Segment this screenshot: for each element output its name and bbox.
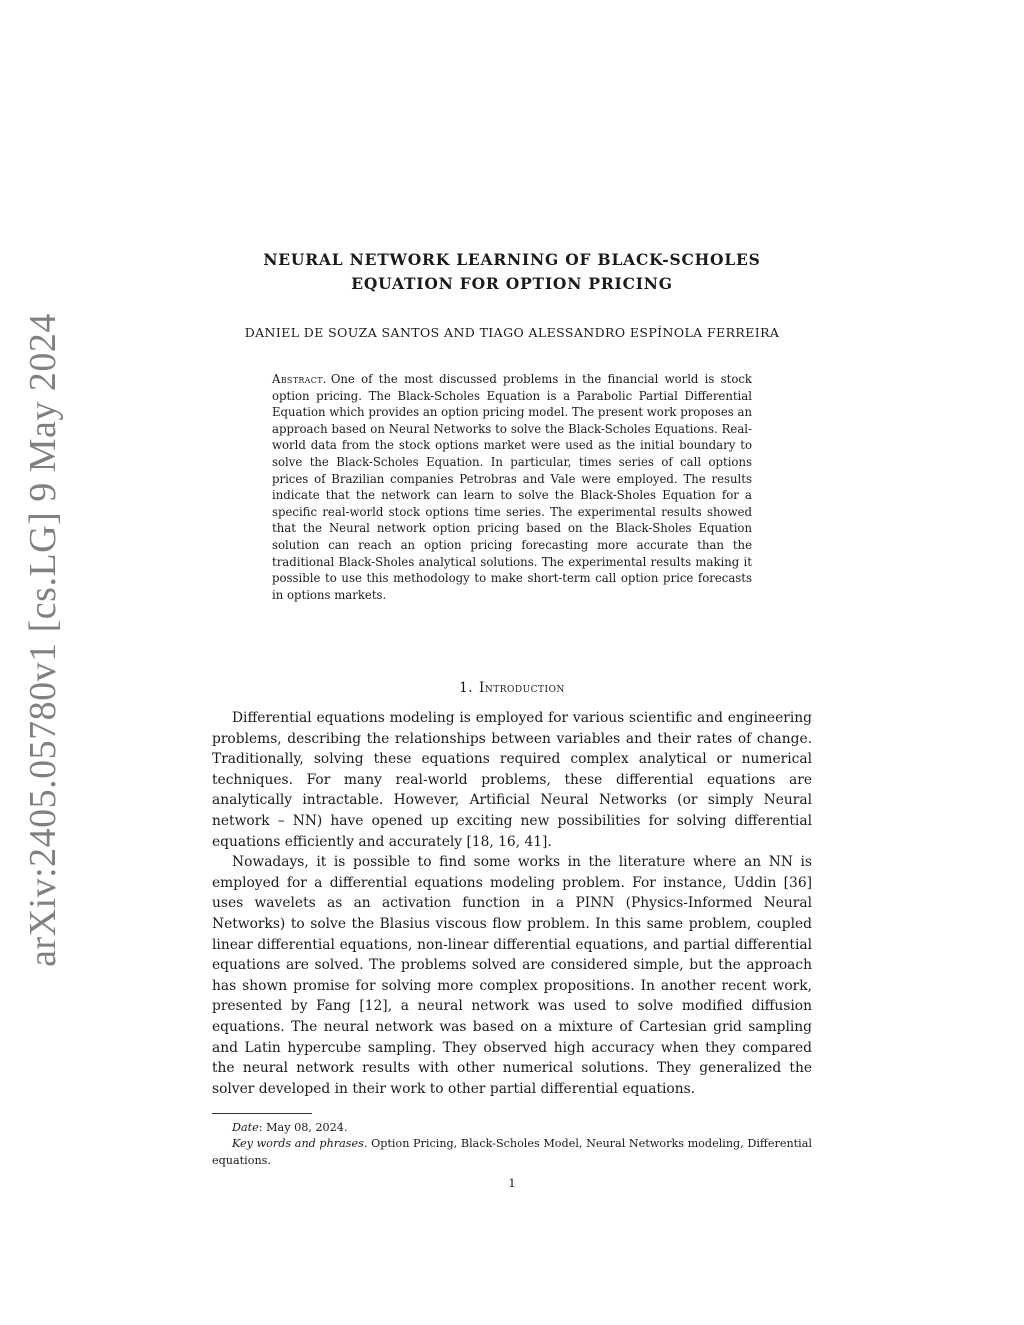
footnote-rule: [212, 1113, 312, 1114]
paper-authors: DANIEL DE SOUZA SANTOS AND TIAGO ALESSANDRO ESPÍNOLA FERREIRA: [244, 325, 780, 340]
abstract-label: Abstract.: [272, 372, 327, 386]
body-text: [212, 708, 812, 1099]
date-value: : May 08, 2024.: [258, 1121, 348, 1134]
title-line-2: EQUATION FOR OPTION PRICING: [351, 274, 673, 293]
section-name: Introduction: [479, 680, 565, 696]
paragraph: Differential equations modeling is employed for various scientific and engineering problems, describing the relationships between variables and their rates of change. Traditionally, solving these equations required complex analytical or numerical techniques. For many real-world problems, these differential equations are analytically intractable. However, Artificial Neural Networks (or simply Neural network – NN) have opened up exciting new possibilities for solving differential equations efficiently and accurately [18, 16, 41].: [212, 710, 812, 850]
keywords-value: . Option Pricing, Black-Scholes Model, Neural Networks modeling, Differential equations.: [212, 1137, 812, 1167]
section-heading: [212, 680, 812, 696]
page-number: 1: [508, 1176, 516, 1190]
section-number: 1.: [459, 680, 473, 696]
abstract: [272, 371, 752, 603]
arxiv-identifier: arXiv:2405.05780v1 [cs.LG] 9 May 2024: [22, 313, 64, 967]
footnote-date: [212, 1120, 812, 1136]
keywords-label: Key words and phrases: [232, 1137, 364, 1151]
abstract-text: One of the most discussed problems in the financial world is stock option pricing. The Black-Scholes Equation is a Parabolic Partial Differential Equation which provides an option pricing model. The present work proposes an approach based on Neural Networks to solve the Black-Scholes Equations. Real-world data from the stock options market were used as the initial boundary to solve the Black-Scholes Equation. In particular, times series of call options prices of Brazilian companies Petrobras and Vale were employed. The results indicate that the network can learn to solve the Black-Sholes Equation for a specific real-world stock options time series. The experimental results showed that the Neural network option pricing based on the Black-Sholes Equation solution can reach an option pricing forecasting more accurate than the traditional Black-Sholes analytical solutions. The experimental results making it possible to use this methodology to make short-term call option price forecasts in options markets.: [272, 372, 752, 602]
paragraph: Nowadays, it is possible to find some works in the literature where an NN is employed for a differential equations modeling problem. For instance, Uddin [36] uses wavelets as an activation function in a PINN (Physics-Informed Neural Networks) to solve the Blasius viscous flow problem. In this same problem, coupled linear differential equations, non-linear differential equations, and partial differential equations are solved. The problems solved are considered simple, but the approach has shown promise for solving more complex propositions. In another recent work, presented by Fang [12], a neural network was used to solve modified diffusion equations. The neural network was based on a mixture of Cartesian grid sampling and Latin hypercube sampling. They observed high accuracy when they compared the neural network results with other numerical solutions. They generalized the solver developed in their work to other partial differential equations.: [212, 854, 812, 1097]
title-line-1: NEURAL NETWORK LEARNING OF BLACK-SCHOLES: [263, 250, 761, 269]
footnotes: [212, 1120, 812, 1169]
paper-title: [212, 248, 812, 296]
date-label: Date: [232, 1121, 259, 1134]
footnote-keywords: [212, 1136, 812, 1169]
